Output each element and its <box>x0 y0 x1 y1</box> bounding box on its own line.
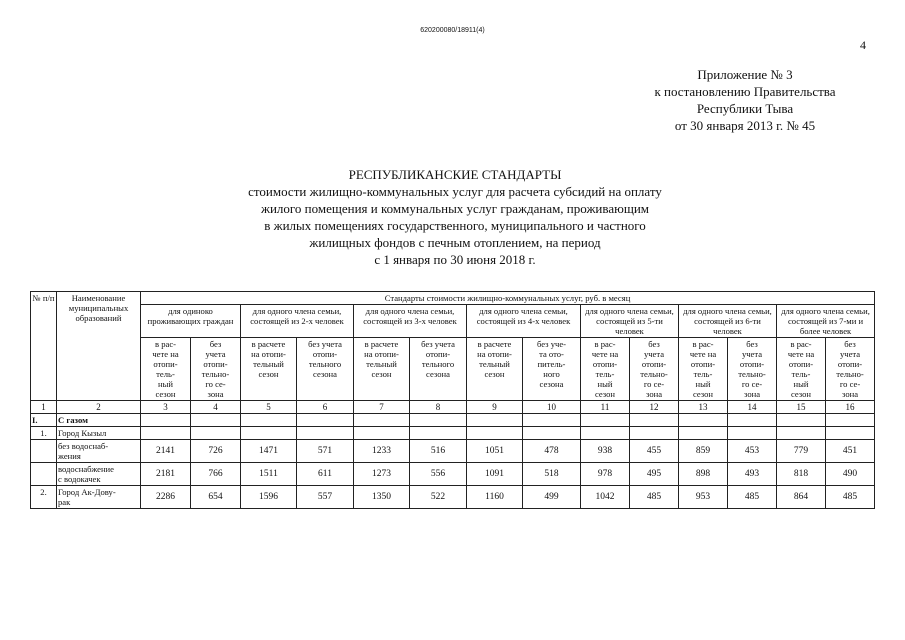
group-header: для одного члена семьи, состоящей из 5-ти человек <box>581 305 679 338</box>
column-number: 2 <box>57 401 141 414</box>
value-cell: 1350 <box>354 486 410 509</box>
column-number: 16 <box>826 401 875 414</box>
section-label: С газом <box>57 414 141 427</box>
subheader-with-heating: в расчете на отопи- тельный сезон <box>467 338 523 401</box>
group-header: для одного члена семьи, состоящей из 4-х человек <box>467 305 581 338</box>
empty-cell <box>777 414 826 427</box>
value-cell: 898 <box>679 463 728 486</box>
value-cell: 499 <box>523 486 581 509</box>
subheader-without-heating: без уче- та ото- питель- ного сезона <box>523 338 581 401</box>
value-cell: 766 <box>191 463 241 486</box>
column-number: 9 <box>467 401 523 414</box>
value-cell: 1051 <box>467 440 523 463</box>
empty-cell <box>191 414 241 427</box>
value-cell <box>410 427 467 440</box>
subheader-with-heating: в расчете на отопи- тельный сезон <box>241 338 297 401</box>
value-cell: 1160 <box>467 486 523 509</box>
column-number: 14 <box>728 401 777 414</box>
value-cell: 953 <box>679 486 728 509</box>
value-cell: 518 <box>523 463 581 486</box>
value-cell <box>679 427 728 440</box>
column-number: 11 <box>581 401 630 414</box>
empty-cell <box>679 414 728 427</box>
value-cell <box>141 427 191 440</box>
column-number: 5 <box>241 401 297 414</box>
subheader-with-heating: в рас- чете на отопи- тель- ный сезон <box>141 338 191 401</box>
empty-cell <box>297 414 354 427</box>
subheader-with-heating: в рас- чете на отопи- тель- ный сезон <box>679 338 728 401</box>
row-number: 1. <box>31 427 57 440</box>
empty-cell <box>630 414 679 427</box>
subheader-without-heating: без учета отопи- тельно- го се- зона <box>630 338 679 401</box>
row-number <box>31 463 57 486</box>
value-cell: 1596 <box>241 486 297 509</box>
value-cell <box>297 427 354 440</box>
appendix-line: Приложение № 3 <box>697 67 793 82</box>
value-cell: 1511 <box>241 463 297 486</box>
value-cell: 611 <box>297 463 354 486</box>
subheader-without-heating: без учета отопи- тельно- го се- зона <box>728 338 777 401</box>
column-number: 3 <box>141 401 191 414</box>
value-cell: 1042 <box>581 486 630 509</box>
value-cell: 938 <box>581 440 630 463</box>
subheader-without-heating: без учета отопи- тельно- го се- зона <box>826 338 875 401</box>
subheader-without-heating: без учета отопи- тельного сезона <box>410 338 467 401</box>
value-cell: 1091 <box>467 463 523 486</box>
empty-cell <box>410 414 467 427</box>
column-number: 13 <box>679 401 728 414</box>
value-cell: 726 <box>191 440 241 463</box>
value-cell <box>630 427 679 440</box>
subheader-without-heating: без учета отопи- тельно- го се- зона <box>191 338 241 401</box>
value-cell: 571 <box>297 440 354 463</box>
value-cell: 485 <box>728 486 777 509</box>
table-row <box>31 463 875 486</box>
subheader-with-heating: в рас- чете на отопи- тель- ный сезон <box>581 338 630 401</box>
col-header-name: Наименование муниципальных образований <box>57 292 141 401</box>
value-cell <box>467 427 523 440</box>
group-header: для одного члена семьи, состоящей из 3-х человек <box>354 305 467 338</box>
value-cell: 485 <box>630 486 679 509</box>
value-cell: 522 <box>410 486 467 509</box>
value-cell <box>523 427 581 440</box>
value-cell: 2141 <box>141 440 191 463</box>
column-number: 12 <box>630 401 679 414</box>
title-line: жилищных фондов с печным отоплением, на период <box>309 235 601 250</box>
empty-cell <box>241 414 297 427</box>
empty-cell <box>523 414 581 427</box>
section-number: I. <box>31 414 57 427</box>
value-cell: 451 <box>826 440 875 463</box>
appendix-line: к постановлению Правительства <box>654 84 836 99</box>
document-number: 620200080/18911(4) <box>420 27 485 34</box>
value-cell: 818 <box>777 463 826 486</box>
column-number: 1 <box>31 401 57 414</box>
column-number: 6 <box>297 401 354 414</box>
value-cell: 556 <box>410 463 467 486</box>
value-cell <box>728 427 777 440</box>
row-name: Город Кызыл <box>57 427 141 440</box>
value-cell: 654 <box>191 486 241 509</box>
group-header: для одного члена семьи, состоящей из 7-ми и более человек <box>777 305 875 338</box>
title-line: с 1 января по 30 июня 2018 г. <box>374 252 536 267</box>
empty-cell <box>467 414 523 427</box>
group-header: для одного члена семьи, состоящей из 2-х человек <box>241 305 354 338</box>
value-cell: 455 <box>630 440 679 463</box>
table-row <box>31 427 875 440</box>
group-header: для одного члена семьи, состоящей из 6-ти человек <box>679 305 777 338</box>
document-title <box>150 166 760 268</box>
value-cell: 557 <box>297 486 354 509</box>
row-name: водоснабжение с водокачек <box>57 463 141 486</box>
value-cell: 453 <box>728 440 777 463</box>
value-cell: 485 <box>826 486 875 509</box>
column-number: 8 <box>410 401 467 414</box>
appendix-line: Республики Тыва <box>696 101 794 116</box>
subheader-without-heating: без учета отопи- тельного сезона <box>297 338 354 401</box>
value-cell: 2286 <box>141 486 191 509</box>
value-cell: 978 <box>581 463 630 486</box>
value-cell: 516 <box>410 440 467 463</box>
value-cell: 779 <box>777 440 826 463</box>
appendix-line: от 30 января 2013 г. № 45 <box>674 118 816 133</box>
col-header-standards: Стандарты стоимости жилищно-коммунальных услуг, руб. в месяц <box>141 292 875 305</box>
value-cell <box>354 427 410 440</box>
empty-cell <box>728 414 777 427</box>
value-cell <box>241 427 297 440</box>
group-header: для одиноко проживающих граждан <box>141 305 241 338</box>
empty-cell <box>354 414 410 427</box>
column-number: 15 <box>777 401 826 414</box>
value-cell: 1471 <box>241 440 297 463</box>
row-name: без водоснаб- жения <box>57 440 141 463</box>
row-name: Город Ак-Дову- рак <box>57 486 141 509</box>
standards-table <box>30 291 875 509</box>
subheader-with-heating: в расчете на отопи- тельный сезон <box>354 338 410 401</box>
column-number: 10 <box>523 401 581 414</box>
col-header-no: № п/п <box>31 292 57 401</box>
title-main: РЕСПУБЛИКАНСКИЕ СТАНДАРТЫ <box>348 167 562 182</box>
value-cell: 1233 <box>354 440 410 463</box>
value-cell: 1273 <box>354 463 410 486</box>
value-cell <box>191 427 241 440</box>
value-cell <box>581 427 630 440</box>
column-number: 4 <box>191 401 241 414</box>
page-number: 4 <box>860 38 866 52</box>
column-number: 7 <box>354 401 410 414</box>
subheader-with-heating: в рас- чете на отопи- тель- ный сезон <box>777 338 826 401</box>
empty-cell <box>581 414 630 427</box>
empty-cell <box>826 414 875 427</box>
value-cell: 490 <box>826 463 875 486</box>
table-row <box>31 486 875 509</box>
title-line: стоимости жилищно-коммунальных услуг для расчета субсидий на оплату <box>248 184 662 199</box>
value-cell: 2181 <box>141 463 191 486</box>
row-number: 2. <box>31 486 57 509</box>
value-cell: 493 <box>728 463 777 486</box>
empty-cell <box>141 414 191 427</box>
table-row <box>31 440 875 463</box>
value-cell <box>777 427 826 440</box>
title-line: жилого помещения и коммунальных услуг гражданам, проживающим <box>260 201 650 216</box>
value-cell: 859 <box>679 440 728 463</box>
row-number <box>31 440 57 463</box>
value-cell <box>826 427 875 440</box>
value-cell: 864 <box>777 486 826 509</box>
value-cell: 495 <box>630 463 679 486</box>
appendix-block <box>600 66 890 134</box>
value-cell: 478 <box>523 440 581 463</box>
title-line: в жилых помещениях государственного, муниципального и частного <box>264 218 646 233</box>
